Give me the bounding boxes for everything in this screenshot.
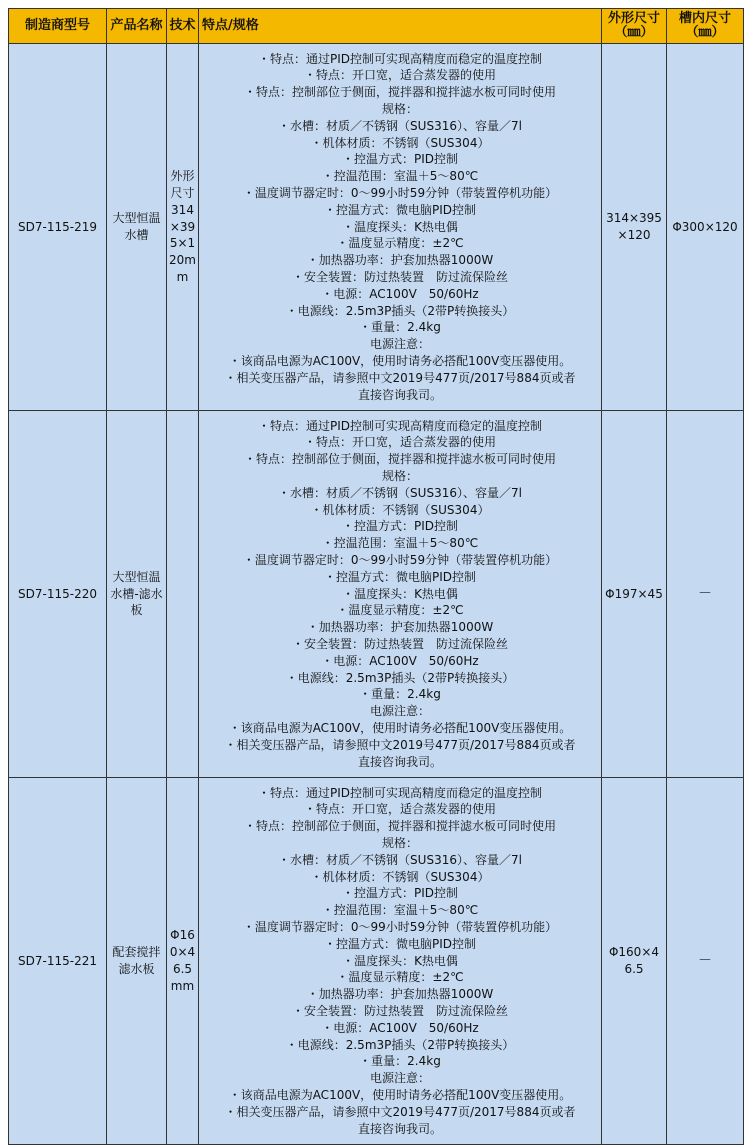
feature-line: 直接咨询我司。 <box>357 1121 442 1136</box>
feature-line: ・安全装置：防过热装置 防过流保险丝 <box>291 269 508 284</box>
cell-model: SD7-115-219 <box>9 44 107 411</box>
feature-line: ・温度探头：K热电偶 <box>342 953 458 968</box>
feature-line: 电源注意： <box>369 1071 430 1086</box>
feature-line: ・机体材质：不锈钢（SUS304） <box>310 135 490 150</box>
feature-line: ・温度探头：K热电偶 <box>342 586 458 601</box>
feature-line: ・温度显示精度：±2℃ <box>336 603 464 618</box>
feature-line: ・电源：AC100V 50/60Hz <box>321 653 479 668</box>
feature-line: ・加热器功率：护套加热器1000W <box>306 253 494 268</box>
cell-features <box>199 411 602 778</box>
feature-line: ・特点：控制部位于侧面，搅拌器和搅拌滤水板可同时使用 <box>243 819 556 834</box>
cell-features <box>199 778 602 1145</box>
feature-line: ・温度调节器定时：0～99小时59分钟（带装置停机功能） <box>242 920 558 934</box>
feature-line: ・特点：控制部位于侧面，搅拌器和搅拌滤水板可同时使用 <box>243 452 556 467</box>
table-row <box>9 411 744 778</box>
cell-inner-size: － <box>667 778 744 1145</box>
feature-line: ・特点：开口宽，适合蒸发器的使用 <box>303 68 496 83</box>
feature-line: ・控温方式：PID控制 <box>341 519 459 534</box>
table-row <box>9 44 744 411</box>
feature-line: ・相关变压器产品，请参照中文2019号477页/2017号884页或者 <box>224 1104 576 1119</box>
feature-line: ・控温方式：微电脑PID控制 <box>323 202 477 217</box>
cell-tech: 外形尺寸314×395×120mm <box>167 44 199 411</box>
cell-tech <box>167 411 199 778</box>
feature-line: ・电源：AC100V 50/60Hz <box>321 286 479 301</box>
feature-line: ・该商品电源为AC100V，使用时请务必搭配100V变压器使用。 <box>228 720 572 735</box>
header-inner-size: 槽内尺寸（㎜） <box>667 9 744 44</box>
cell-name: 大型恒温水槽 <box>107 44 167 411</box>
feature-line: 直接咨询我司。 <box>357 754 442 769</box>
cell-inner-size: － <box>667 411 744 778</box>
feature-line: 电源注意： <box>369 704 430 719</box>
cell-features <box>199 44 602 411</box>
feature-line: ・控温范围：室温＋5～80℃ <box>321 903 479 918</box>
cell-name: 大型恒温水槽-滤水板 <box>107 411 167 778</box>
feature-line: ・温度探头：K热电偶 <box>342 219 458 234</box>
header-outer-size: 外形尺寸（㎜） <box>602 9 667 44</box>
feature-line: 规格： <box>381 469 418 484</box>
cell-name: 配套搅拌滤水板 <box>107 778 167 1145</box>
feature-line: ・电源：AC100V 50/60Hz <box>321 1020 479 1035</box>
feature-line: ・特点：通过PID控制可实现高精度而稳定的温度控制 <box>257 418 543 433</box>
cell-outer-size: 314×395×120 <box>602 44 667 411</box>
feature-line: ・控温方式：PID控制 <box>341 152 459 167</box>
cell-outer-size: Φ197×45 <box>602 411 667 778</box>
feature-line: ・加热器功率：护套加热器1000W <box>306 620 494 635</box>
feature-line: ・特点：开口宽，适合蒸发器的使用 <box>303 435 496 450</box>
header-tech: 技术 <box>167 9 199 44</box>
feature-line: ・特点：通过PID控制可实现高精度而稳定的温度控制 <box>257 51 543 66</box>
feature-line: ・控温范围：室温＋5～80℃ <box>321 169 479 184</box>
cell-tech: Φ160×46.5mm <box>167 778 199 1145</box>
feature-line: ・控温方式：PID控制 <box>341 886 459 901</box>
feature-line: ・电源线：2.5m3P插头（2带P转换接头） <box>285 303 515 318</box>
feature-line: ・电源线：2.5m3P插头（2带P转换接头） <box>285 670 515 685</box>
feature-line: ・机体材质：不锈钢（SUS304） <box>310 869 490 884</box>
feature-line: ・重量：2.4kg <box>359 1054 441 1069</box>
feature-line: ・重量：2.4kg <box>359 320 441 335</box>
feature-line: ・相关变压器产品，请参照中文2019号477页/2017号884页或者 <box>224 737 576 752</box>
header-row <box>9 9 744 44</box>
product-spec-table <box>8 8 744 1145</box>
feature-line: ・控温范围：室温＋5～80℃ <box>321 536 479 551</box>
header-name: 产品名称 <box>107 9 167 44</box>
feature-line: ・控温方式：微电脑PID控制 <box>323 569 477 584</box>
feature-line: ・机体材质：不锈钢（SUS304） <box>310 502 490 517</box>
feature-line: ・重量：2.4kg <box>359 687 441 702</box>
cell-outer-size: Φ160×46.5 <box>602 778 667 1145</box>
feature-line: ・安全装置：防过热装置 防过流保险丝 <box>291 1003 508 1018</box>
feature-line: ・控温方式：微电脑PID控制 <box>323 936 477 951</box>
cell-inner-size: Φ300×120 <box>667 44 744 411</box>
feature-line: ・该商品电源为AC100V，使用时请务必搭配100V变压器使用。 <box>228 1087 572 1102</box>
feature-line: ・电源线：2.5m3P插头（2带P转换接头） <box>285 1037 515 1052</box>
cell-model: SD7-115-220 <box>9 411 107 778</box>
table-row <box>9 778 744 1145</box>
feature-line: 直接咨询我司。 <box>357 387 442 402</box>
feature-line: ・特点：开口宽，适合蒸发器的使用 <box>303 802 496 817</box>
feature-line: ・特点：通过PID控制可实现高精度而稳定的温度控制 <box>257 785 543 800</box>
feature-line: ・温度调节器定时：0～99小时59分钟（带装置停机功能） <box>242 186 558 200</box>
feature-line: ・特点：控制部位于侧面，搅拌器和搅拌滤水板可同时使用 <box>243 85 556 100</box>
feature-line: ・该商品电源为AC100V，使用时请务必搭配100V变压器使用。 <box>228 353 572 368</box>
feature-line: 规格： <box>381 102 418 117</box>
feature-line: ・相关变压器产品，请参照中文2019号477页/2017号884页或者 <box>224 370 576 385</box>
feature-line: ・温度显示精度：±2℃ <box>336 970 464 985</box>
feature-line: ・水槽：材质／不锈钢（SUS316）、容量／7l <box>278 118 522 133</box>
cell-model: SD7-115-221 <box>9 778 107 1145</box>
feature-line: 规格： <box>381 836 418 851</box>
feature-line: ・安全装置：防过热装置 防过流保险丝 <box>291 636 508 651</box>
header-features: 特点/规格 <box>199 9 602 44</box>
feature-line: ・水槽：材质／不锈钢（SUS316）、容量／7l <box>278 852 522 867</box>
header-model: 制造商型号 <box>9 9 107 44</box>
feature-line: ・温度显示精度：±2℃ <box>336 236 464 251</box>
feature-line: ・温度调节器定时：0～99小时59分钟（带装置停机功能） <box>242 553 558 567</box>
feature-line: ・水槽：材质／不锈钢（SUS316）、容量／7l <box>278 485 522 500</box>
feature-line: 电源注意： <box>369 337 430 352</box>
feature-line: ・加热器功率：护套加热器1000W <box>306 987 494 1002</box>
